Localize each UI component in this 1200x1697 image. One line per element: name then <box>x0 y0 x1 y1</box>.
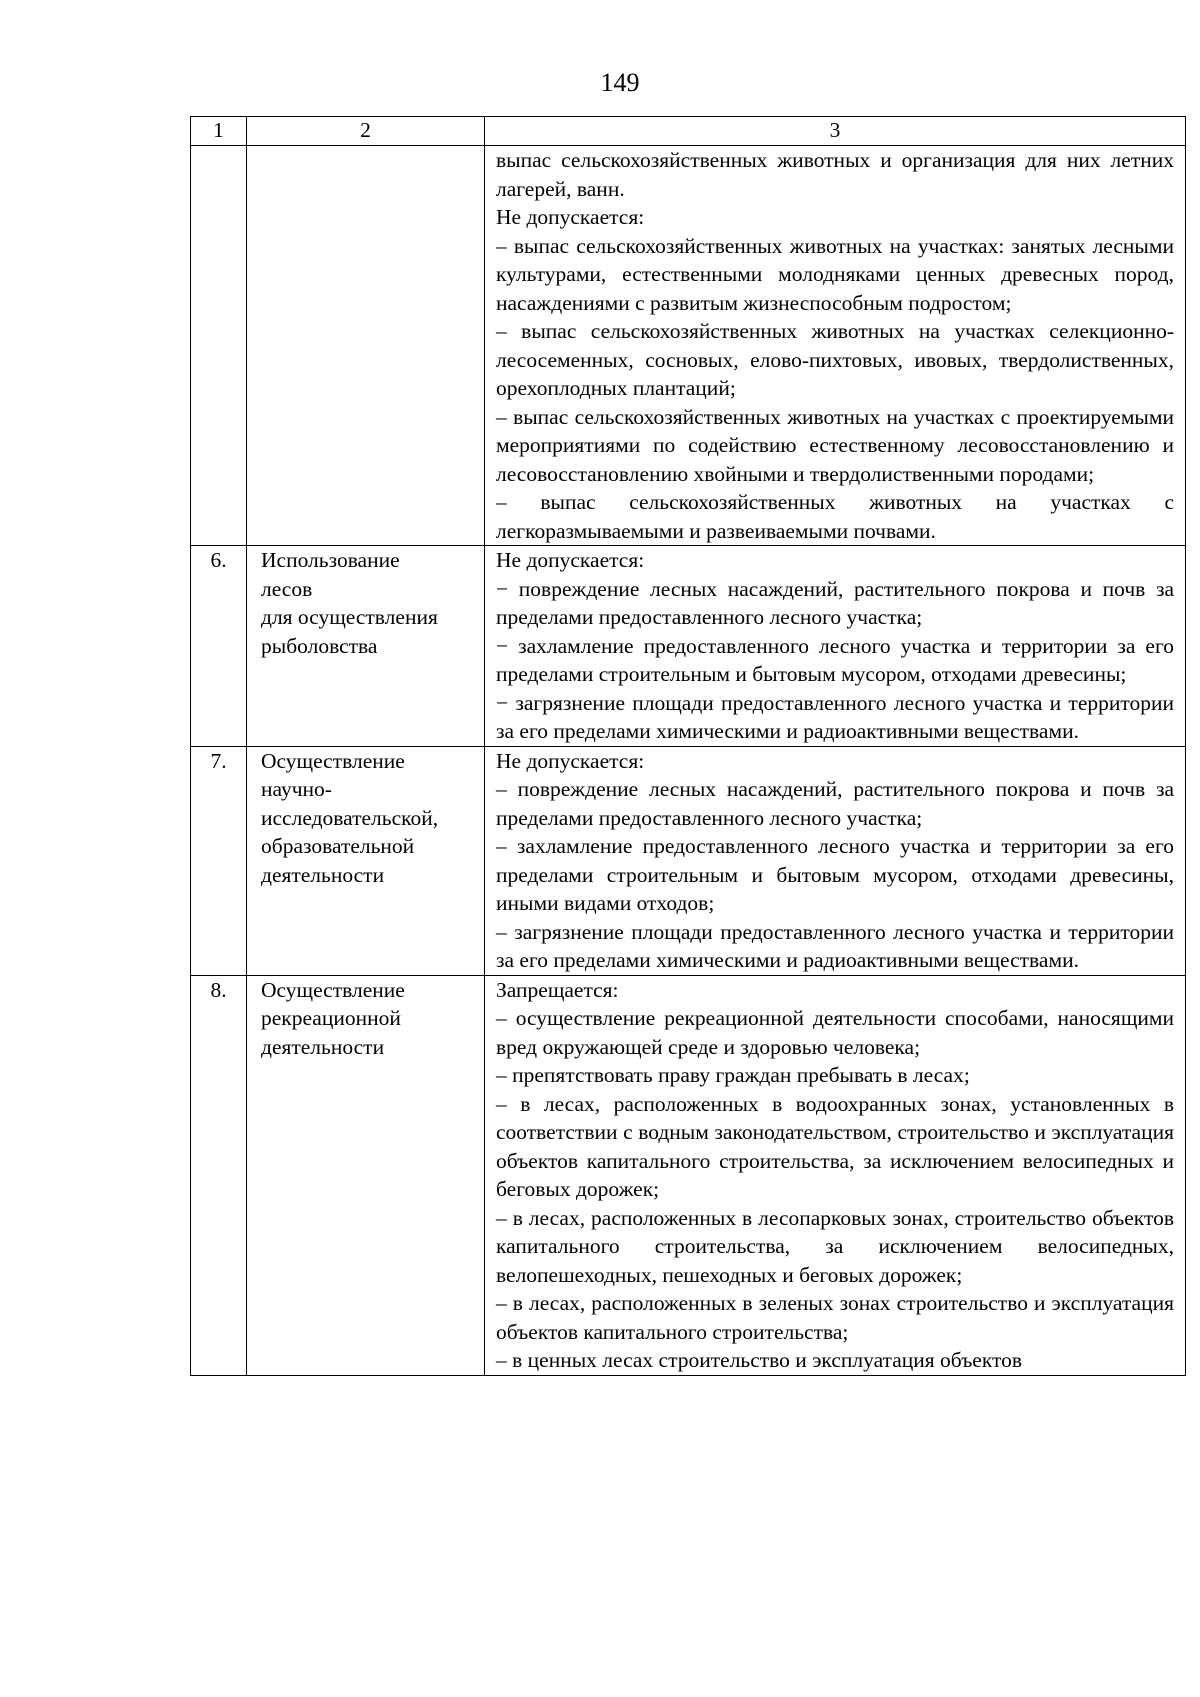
activity-name <box>247 975 485 1375</box>
restriction-paragraph: – в ценных лесах строительство и эксплуатация объектов <box>496 1348 1023 1372</box>
restriction-paragraph: − захламление предоставленного лесного участка и территории за его пределами строительным и бытовым мусором, отходами древесины; <box>496 633 1174 686</box>
restriction-paragraph: – осуществление рекреационной деятельности способами, наносящими вред окружающей среде и здоровью человека; <box>496 1006 1174 1059</box>
restriction-paragraph: – выпас сельскохозяйственных животных на участках с легкоразмываемыми и развеиваемыми почвами. <box>496 490 1174 543</box>
restriction-paragraph: – в лесах, расположенных в зеленых зонах строительство и эксплуатация объектов капитального строительства; <box>496 1291 1174 1344</box>
regulations-table <box>190 116 1186 1376</box>
row-number: 6. <box>191 546 247 747</box>
restriction-paragraph: Запрещается: <box>496 977 619 1002</box>
restriction-paragraph: – выпас сельскохозяйственных животных на участках с проектируемыми мероприятиями по содействию естественному лесовосстановлению и лесовосстановлению хвойными и твердолиственными породами; <box>496 404 1174 486</box>
restrictions-cell <box>485 975 1186 1375</box>
restriction-paragraph: − загрязнение площади предоставленного лесного участка и территории за его пределами химическими и радиоактивными веществами. <box>496 690 1174 743</box>
restriction-paragraph: – препятствовать праву граждан пребывать в лесах; <box>496 1063 970 1087</box>
restrictions-cell <box>485 146 1186 546</box>
table-header-row <box>191 117 1186 146</box>
row-number <box>191 146 247 546</box>
restriction-paragraph: – захламление предоставленного лесного участка и территории за его пределами строительным и бытовым мусором, отходами древесины, иными видами отходов; <box>496 834 1174 915</box>
table-row <box>191 146 1186 546</box>
table-row <box>191 746 1186 975</box>
restrictions-cell <box>485 546 1186 747</box>
activity-name-line: деятельности <box>261 862 385 887</box>
activity-name-line: Использование <box>261 548 400 572</box>
activity-name-line: деятельности <box>261 1034 385 1059</box>
activity-name <box>247 746 485 975</box>
table-row <box>191 546 1186 747</box>
restriction-paragraph: Не допускается: <box>496 548 645 572</box>
restriction-paragraph: – в лесах, расположенных в водоохранных зонах, установленных в соответствии с водным законодательством, строительство и эксплуатация объектов капитального строительства, за исключением велосипедных и беговых дорожек; <box>496 1091 1174 1201</box>
column-header: 3 <box>485 117 1186 146</box>
restriction-paragraph: − повреждение лесных насаждений, растительного покрова и почв за пределами предоставленного лесного участка; <box>496 576 1174 629</box>
restriction-paragraph: – загрязнение площади предоставленного лесного участка и территории за его пределами химическими и радиоактивными веществами. <box>496 919 1174 972</box>
activity-name <box>247 146 485 546</box>
restriction-paragraph: – в лесах, расположенных в лесопарковых зонах, строительство объектов капитального строительства, за исключением велосипедных, велопешеходных, пешеходных и беговых дорожек; <box>496 1205 1174 1287</box>
restriction-paragraph: Не допускается: <box>496 205 645 229</box>
activity-name-line: рекреационной <box>261 1006 401 1030</box>
restriction-paragraph: – повреждение лесных насаждений, растительного покрова и почв за пределами предоставленного лесного участка; <box>496 777 1174 830</box>
activity-name-line: образовательной <box>261 834 415 858</box>
column-header: 2 <box>247 117 485 146</box>
activity-name-line: исследовательской, <box>261 805 439 830</box>
restrictions-cell <box>485 746 1186 975</box>
activity-name-line: Осуществление <box>261 748 405 773</box>
activity-name-line: для осуществления <box>261 605 438 629</box>
row-number: 7. <box>191 746 247 975</box>
activity-name-line: рыболовства <box>261 633 378 658</box>
activity-name-line: научно- <box>261 777 332 801</box>
activity-name-line: Осуществление <box>261 977 405 1002</box>
row-number: 8. <box>191 975 247 1375</box>
page-number: 149 <box>600 68 640 97</box>
restriction-paragraph: выпас сельскохозяйственных животных и организация для них летних лагерей, ванн. <box>496 148 1174 201</box>
activity-name <box>247 546 485 747</box>
restriction-paragraph: – выпас сельскохозяйственных животных на участках: занятых лесными культурами, естественными молодняками ценных древесных пород, насаждениями с развитым жизнеспособным подростом; <box>496 233 1174 315</box>
table-row <box>191 975 1186 1375</box>
column-header: 1 <box>191 117 247 146</box>
restriction-paragraph: Не допускается: <box>496 748 645 773</box>
activity-name-line: лесов <box>261 576 313 601</box>
restriction-paragraph: – выпас сельскохозяйственных животных на участках селекционно-лесосеменных, сосновых, елово-пихтовых, ивовых, твердолиственных, орехоплодных плантаций; <box>496 319 1174 400</box>
